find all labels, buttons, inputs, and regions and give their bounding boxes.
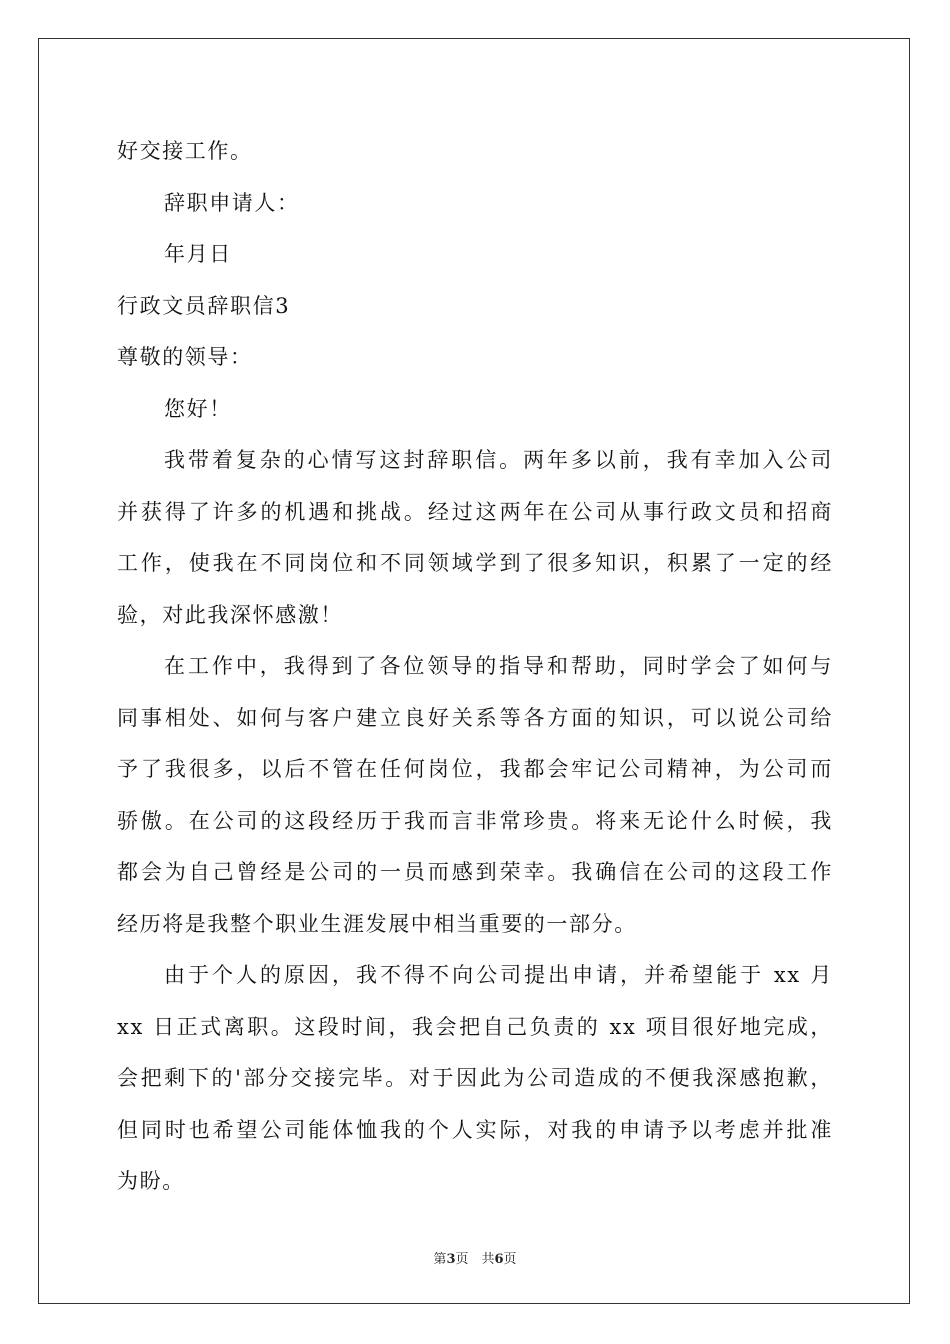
page-footer	[0, 1248, 950, 1267]
page-total: 6	[494, 1252, 504, 1267]
paragraph-line: 为盼。	[117, 1169, 185, 1193]
paragraph-line: 并获得了许多的机遇和挑战。经过这两年在公司从事行政文员和招商	[117, 499, 833, 524]
salutation: 尊敬的领导：	[117, 345, 253, 369]
paragraph-line: 但同时也希望公司能体恤我的个人实际，对我的申请予以考虑并批准	[117, 1117, 833, 1142]
document-body	[117, 126, 833, 1208]
text-line: 好交接工作。	[117, 139, 253, 163]
paragraph-line: 同事相处、如何与客户建立良好关系等各方面的知识，可以说公司给	[117, 705, 833, 730]
page-prefix: 第	[433, 1252, 447, 1267]
paragraph-line: xx 日正式离职。这段时间，我会把自己负责的 xx 项目很好地完成，	[117, 1014, 833, 1039]
paragraph-line: 会把剩下的'部分交接完毕。对于因此为公司造成的不便我深感抱歉，	[117, 1066, 833, 1090]
paragraph-line: 我带着复杂的心情写这封辞职信。两年多以前，我有幸加入公司	[164, 448, 833, 472]
page-suffix: 页	[503, 1252, 517, 1267]
letter-title: 行政文员辞职信3	[117, 293, 291, 318]
date-line: 年月日	[164, 242, 232, 266]
paragraph-line: 都会为自己曾经是公司的一员而感到荣幸。我确信在公司的这段工作	[117, 860, 833, 884]
greeting: 您好！	[164, 396, 232, 421]
page-current: 3	[446, 1252, 456, 1267]
page-mid: 页 共	[455, 1252, 495, 1267]
paragraph-line: 在工作中，我得到了各位领导的指导和帮助，同时学会了如何与	[164, 654, 833, 678]
paragraph-line: 骄傲。在公司的这段经历于我而言非常珍贵。将来无论什么时候，我	[117, 808, 833, 833]
paragraph-line: 工作，使我在不同岗位和不同领域学到了很多知识，积累了一定的经	[117, 551, 833, 575]
paragraph-line: 由于个人的原因，我不得不向公司提出申请，并希望能于 xx 月	[164, 963, 833, 987]
paragraph-line: 验，对此我深怀感激！	[117, 602, 343, 627]
paragraph-line: 予了我很多，以后不管在任何岗位，我都会牢记公司精神，为公司而	[117, 757, 833, 781]
paragraph-line: 经历将是我整个职业生涯发展中相当重要的一部分。	[117, 911, 637, 936]
signature-label: 辞职申请人：	[164, 190, 300, 215]
